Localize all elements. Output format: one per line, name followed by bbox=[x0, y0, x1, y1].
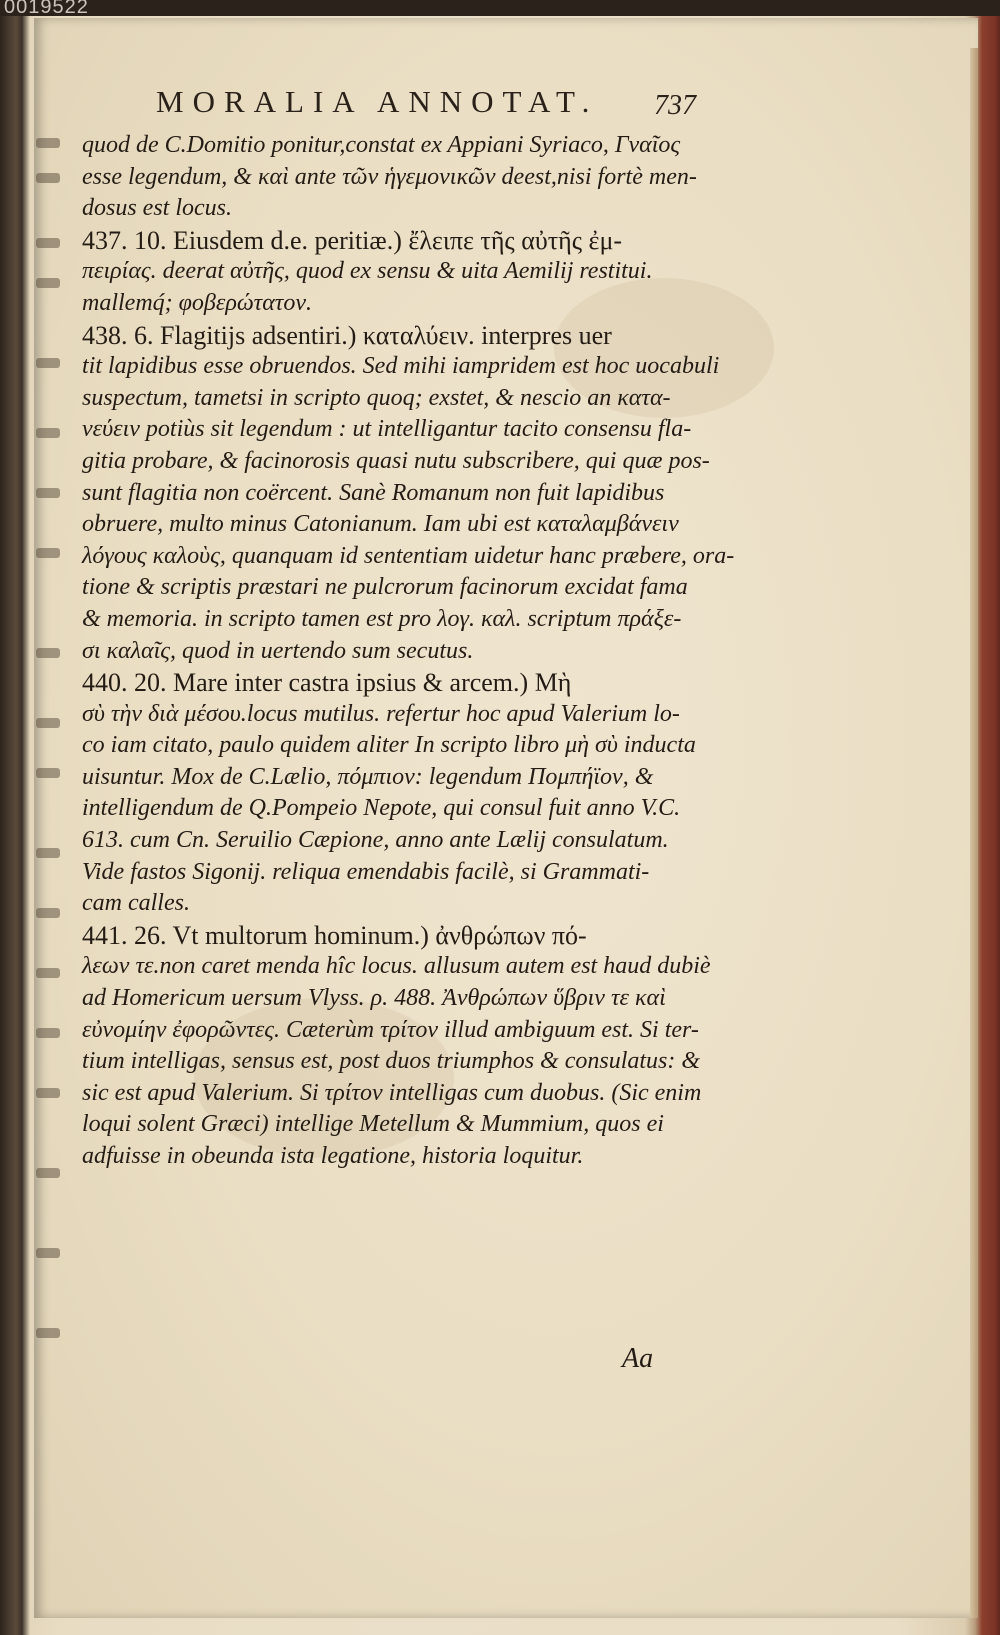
page-header bbox=[156, 84, 756, 134]
text-line: sic est apud Valerium. Si τρίτον intelligas cum duobus. (Sic enim bbox=[82, 1079, 702, 1106]
text-line: co iam citato, paulo quidem aliter In scripto libro μὴ σὺ inducta bbox=[82, 732, 696, 759]
page-edge bbox=[970, 48, 978, 1618]
text-line: adfuisse in obeunda ista legatione, historia loquitur. bbox=[82, 1143, 584, 1169]
text-line: εὐνομίην ἐφορῶντες. Cæterùm τρίτον illud ambiguum est. Si ter- bbox=[82, 1016, 699, 1043]
text-line: esse legendum, & καὶ ante τῶν ἡγεμονικῶν deest,nisi fortè men- bbox=[82, 163, 697, 190]
text-line: obruere, multo minus Catonianum. Iam ubi est καταλαμβάνειν bbox=[82, 511, 679, 538]
text-line: πειρίας. deerat αὐτῆς, quod ex sensu & uita Aemilij restitui. bbox=[82, 258, 653, 285]
text-line: λόγους καλοὺς, quanquam id sententiam uidetur hanc præbere, ora- bbox=[82, 542, 735, 569]
text-line: tit lapidibus esse obruendos. Sed mihi iampridem est hoc uocabuli bbox=[82, 353, 720, 380]
catchword: Aa bbox=[622, 1343, 654, 1374]
text-line: cam calles. bbox=[82, 890, 190, 917]
text-line: tione & scriptis præstari ne pulcrorum facinorum excidat fama bbox=[82, 574, 688, 601]
text-line: quod de C.Domitio ponitur,constat ex Appiani Syriaco, Γναῖος bbox=[82, 132, 681, 158]
text-line: νεύειν potiùs sit legendum : ut intelligantur tacito consensu fla- bbox=[82, 416, 692, 443]
scan-top-strip bbox=[0, 0, 1000, 16]
running-head: MORALIA ANNOTAT. bbox=[156, 84, 599, 119]
text-line: loqui solent Græci) intellige Metellum & Mummium, quos ei bbox=[82, 1111, 664, 1138]
text-line: & memoria. in scripto tamen est pro λογ. καλ. scriptum πράξε- bbox=[82, 605, 682, 632]
annotation-entry-438: 438. 6. Flagitijs adsentiri.) καταλύειν. interpres uer bbox=[82, 320, 612, 350]
text-line: dosus est locus. bbox=[82, 195, 232, 222]
annotation-entry-440: 440. 20. Mare inter castra ipsius & arcem.) Μὴ bbox=[82, 668, 572, 698]
annotation-text bbox=[82, 130, 762, 1173]
annotation-entry-441: 441. 26. Vt multorum hominum.) ἀνθρώπων πό- bbox=[82, 920, 587, 950]
text-line: gitia probare, & facinorosis quasi nutu subscribere, qui quæ pos- bbox=[82, 447, 710, 474]
text-line: suspectum, tametsi in scripto quoq; exstet, & nescio an κατα- bbox=[82, 384, 671, 411]
book-page bbox=[34, 18, 978, 1618]
text-line: uisuntur. Mox de C.Lælio, πόμπιον: legendum Πομπήϊον, & bbox=[82, 763, 654, 790]
page-number: 737 bbox=[654, 90, 696, 121]
facing-page-gutter bbox=[34, 128, 64, 1388]
text-line: λεων τε.non caret menda hîc locus. allusum autem est haud dubiè bbox=[82, 953, 711, 980]
text-line: intelligendum de Q.Pompeio Nepote, qui consul fuit anno V.C. bbox=[82, 795, 681, 822]
text-line: sunt flagitia non coërcent. Sanè Romanum non fuit lapidibus bbox=[82, 479, 665, 506]
text-line: mallemq́; φοβερώτατον. bbox=[82, 289, 313, 316]
shelf-mark: 0019522 bbox=[4, 0, 89, 18]
annotation-entry-437: 437. 10. Eiusdem d.e. peritiæ.) ἔλειπε τῆς αὐτῆς ἐμ- bbox=[82, 225, 623, 255]
text-line: Vide fastos Sigonij. reliqua emendabis facilè, si Grammati- bbox=[82, 858, 650, 885]
text-line: 613. cum Cn. Seruilio Cæpione, anno ante Lælij consulatum. bbox=[82, 827, 669, 854]
text-line: ad Homericum uersum Vlyss. ρ. 488. Ἀνθρώπων ὕβριν τε καὶ bbox=[82, 985, 666, 1012]
text-line: σὺ τὴν διὰ μέσου.locus mutilus. refertur hoc apud Valerium lo- bbox=[82, 700, 680, 727]
text-line: σι καλαῖς, quod in uertendo sum secutus. bbox=[82, 637, 474, 664]
text-line: tium intelligas, sensus est, post duos triumphos & consulatus: & bbox=[82, 1048, 701, 1075]
